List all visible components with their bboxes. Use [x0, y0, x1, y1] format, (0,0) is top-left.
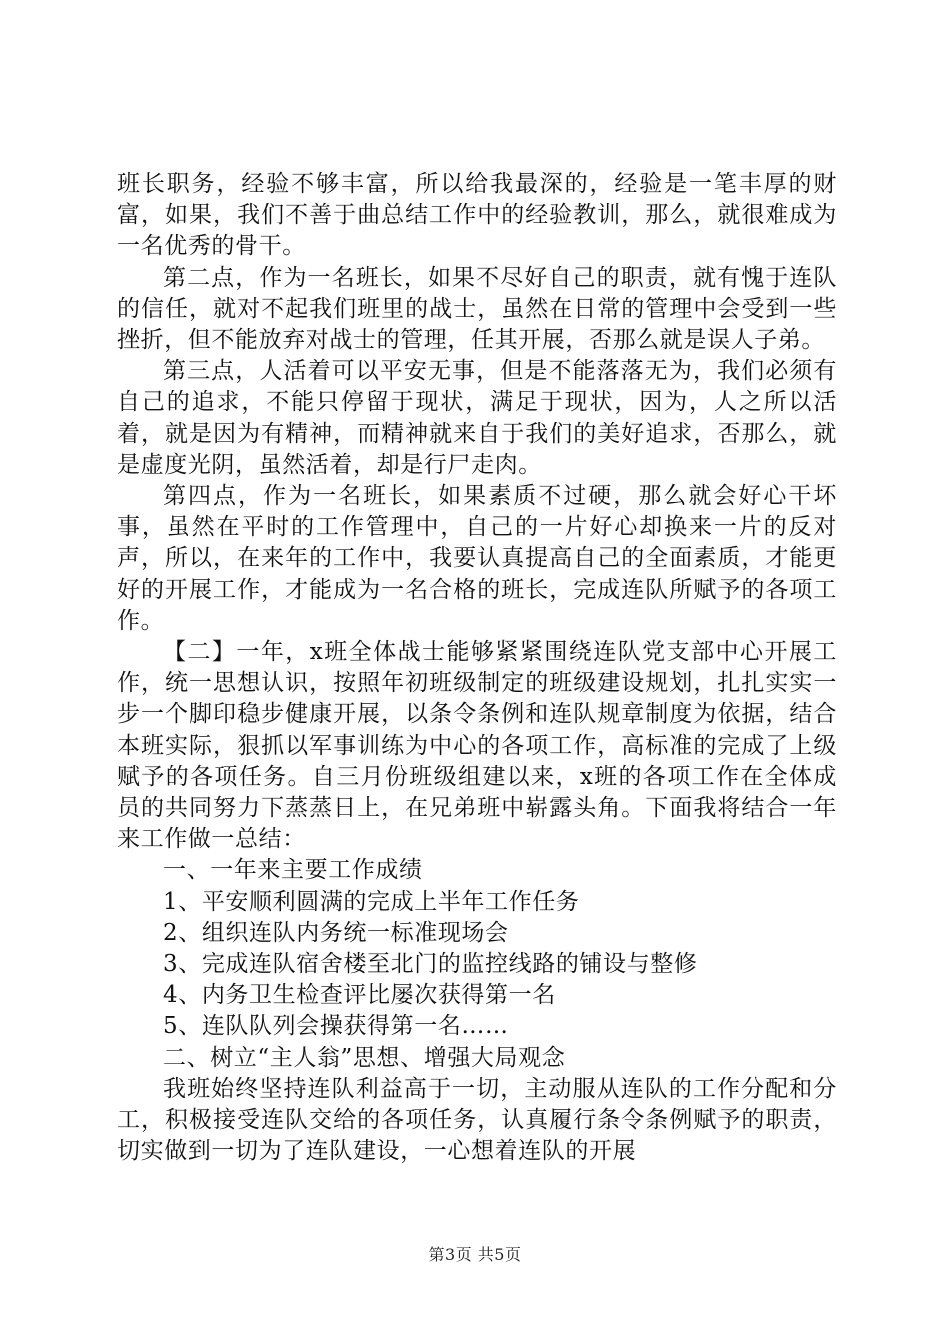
paragraph-ownership-body: 我班始终坚持连队利益高于一切，主动服从连队的工作分配和分工，积极接受连队交给的各项任务，认真履行条令条例赋予的职责，切实做到一切为了连队建设，一心想着连队的开展	[117, 1075, 837, 1165]
page-number-footer: 第3页 共5页	[428, 1245, 522, 1264]
list-item: 1、平安顺利圆满的完成上半年工作任务	[163, 888, 580, 915]
list-item: 5、连队队列会操获得第一名……	[163, 1013, 509, 1040]
list-item: 4、内务卫生检查评比屡次获得第一名	[163, 982, 556, 1009]
document-body	[117, 169, 837, 1168]
list-item: 3、完成连队宿舍楼至北门的监控线路的铺设与整修	[163, 951, 698, 978]
paragraph-point-two: 第二点，作为一名班长，如果不尽好自己的职责，就有愧于连队的信任，就对不起我们班里的战士，虽然在日常的管理中会受到一些挫折，但不能放弃对战士的管理，任其开展，否那么就是误人子弟。	[117, 264, 837, 354]
heading-main-achievements: 一、一年来主要工作成绩	[163, 857, 423, 884]
paragraph-continuation: 班长职务，经验不够丰富，所以给我最深的，经验是一笔丰厚的财富，如果，我们不善于曲总结工作中的经验教训，那么，就很难成为一名优秀的骨干。	[117, 171, 837, 260]
heading-ownership-mindset: 二、树立“主人翁”思想、增强大局观念	[163, 1044, 566, 1071]
paragraph-section-two-intro: 【二】一年，x班全体战士能够紧紧围绕连队党支部中心开展工作，统一思想认识，按照年初班级制定的班级建设规划，扎扎实实一步一个脚印稳步健康开展，以条令条例和连队规章制度为依据，结合本班实际，狠抓以军事训练为中心的各项工作，高标准的完成了上级赋予的各项任务。自三月份班级组建以来，x班的各项工作在全体成员的共同努力下蒸蒸日上，在兄弟班中崭露头角。下面我将结合一年来工作做一总结：	[117, 639, 837, 853]
paragraph-point-three: 第三点，人活着可以平安无事，但是不能落落无为，我们必须有自己的追求，不能只停留于现状，满足于现状，因为，人之所以活着，就是因为有精神，而精神就来自于我们的美好追求，否那么，就是虚度光阴，虽然活着，却是行尸走肉。	[117, 358, 837, 478]
paragraph-point-four: 第四点，作为一名班长，如果素质不过硬，那么就会好心干坏事，虽然在平时的工作管理中，自己的一片好心却换来一片的反对声，所以，在来年的工作中，我要认真提高自己的全面素质，才能更好的开展工作，才能成为一名合格的班长，完成连队所赋予的各项工作。	[117, 483, 837, 634]
list-item: 2、组织连队内务统一标准现场会	[163, 919, 509, 946]
